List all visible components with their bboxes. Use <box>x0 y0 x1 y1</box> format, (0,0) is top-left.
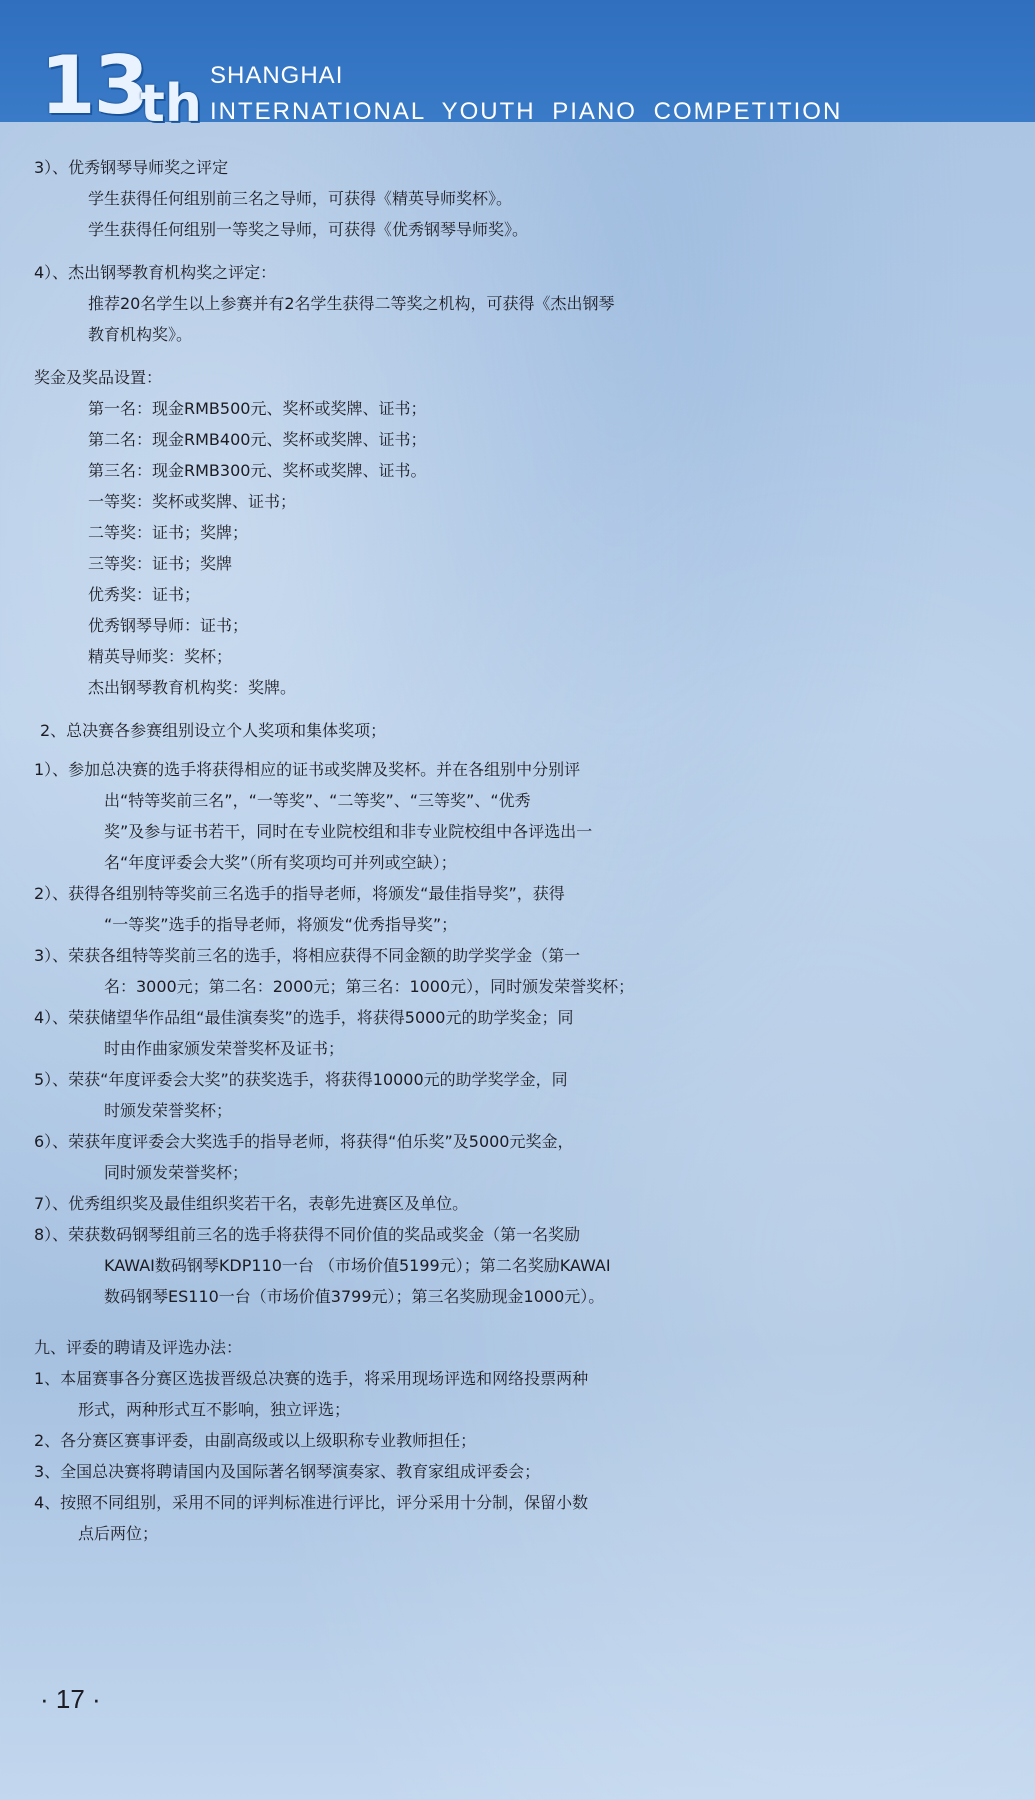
text-line: 3、全国总决赛将聘请国内及国际著名钢琴演奏家、教育家组成评委会； <box>34 1462 541 1481</box>
text-line: 8）、荣获数码钢琴组前三名的选手将获得不同价值的奖品或奖金（第一名奖励 <box>34 1225 581 1244</box>
text-line: 2、各分赛区赛事评委，由副高级或以上级职称专业教师担任； <box>34 1431 477 1450</box>
list-item: 第二名：现金RMB400元、奖杯或奖牌、证书； <box>88 430 427 449</box>
list-item: 优秀钢琴导师：证书； <box>88 616 249 635</box>
text-line: 4、按照不同组别，采用不同的评判标准进行评比，评分采用十分制，保留小数 <box>34 1493 589 1512</box>
text-line: 名：3000元；第二名：2000元；第三名：1000元），同时颁发荣誉奖杯； <box>104 977 635 996</box>
page-content <box>0 152 1035 1549</box>
section-heading: 九、评委的聘请及评选办法： <box>34 1338 243 1357</box>
text-line: 推荐20名学生以上参赛并有2名学生获得二等奖之机构，可获得《杰出钢琴 <box>88 294 615 313</box>
edition-suffix: th <box>140 74 202 134</box>
text-line: 1）、参加总决赛的选手将获得相应的证书或奖牌及奖杯。并在各组别中分别评 <box>34 760 581 779</box>
text-line: 名“年度评委会大奖”（所有奖项均可并列或空缺）； <box>104 853 457 872</box>
page-number: · 17 · <box>40 1684 101 1714</box>
text-line: 学生获得任何组别前三名之导师，可获得《精英导师奖杯》。 <box>88 189 513 208</box>
text-line: 出“特等奖前三名”，“一等奖”、“二等奖”、“三等奖”、“优秀 <box>104 791 531 810</box>
text-line: 7）、优秀组织奖及最佳组织奖若干名，表彰先进赛区及单位。 <box>34 1194 469 1213</box>
text-line: 3）、荣获各组特等奖前三名的选手，将相应获得不同金额的助学奖学金（第一 <box>34 946 581 965</box>
header-city: SHANGHAI <box>210 62 344 89</box>
list-item: 二等奖：证书；奖牌； <box>88 523 249 542</box>
text-line: 2）、获得各组别特等奖前三名选手的指导老师，将颁发“最佳指导奖”，获得 <box>34 884 565 903</box>
list-item: 第三名：现金RMB300元、奖杯或奖牌、证书。 <box>88 461 427 480</box>
text-line: 教育机构奖》。 <box>88 325 193 344</box>
text-line: 1、本届赛事各分赛区选拔晋级总决赛的选手，将采用现场评选和网络投票两种 <box>34 1369 589 1388</box>
list-item: 优秀奖：证书； <box>88 585 201 604</box>
text-line: 奖”及参与证书若干，同时在专业院校组和非专业院校组中各评选出一 <box>104 822 593 841</box>
text-line: 数码钢琴ES110一台（市场价值3799元）；第三名奖励现金1000元）。 <box>104 1287 605 1306</box>
text-line: 6）、荣获年度评委会大奖选手的指导老师，将获得“伯乐奖”及5000元奖金， <box>34 1132 574 1151</box>
text-line: 形式，两种形式互不影响，独立评选； <box>78 1400 351 1419</box>
text-line: 同时颁发荣誉奖杯； <box>104 1163 249 1182</box>
header-competition-name: INTERNATIONAL YOUTH PIANO COMPETITION <box>210 98 843 125</box>
text-line: 4）、荣获储望华作品组“最佳演奏奖”的选手，将获得5000元的助学奖金；同 <box>34 1008 574 1027</box>
text-line: 时由作曲家颁发荣誉奖杯及证书； <box>104 1039 345 1058</box>
text-line: KAWAI数码钢琴KDP110一台 （市场价值5199元）；第二名奖励KAWAI <box>104 1256 611 1275</box>
list-item: 精英导师奖：奖杯； <box>88 647 233 666</box>
section-heading: 3）、优秀钢琴导师奖之评定 <box>34 158 229 177</box>
list-item: 第一名：现金RMB500元、奖杯或奖牌、证书； <box>88 399 427 418</box>
text-line: 学生获得任何组别一等奖之导师，可获得《优秀钢琴导师奖》。 <box>88 220 529 239</box>
edition-number: 13 <box>40 39 148 132</box>
section-heading: 奖金及奖品设置： <box>34 368 163 387</box>
list-item: 三等奖：证书；奖牌 <box>88 554 233 573</box>
section-heading: 2、总决赛各参赛组别设立个人奖项和集体奖项； <box>40 721 387 740</box>
text-line: “一等奖”选手的指导老师，将颁发“优秀指导奖”； <box>104 915 458 934</box>
section-heading: 4）、杰出钢琴教育机构奖之评定： <box>34 263 277 282</box>
list-item: 杰出钢琴教育机构奖：奖牌。 <box>88 678 297 697</box>
text-line: 点后两位； <box>78 1524 159 1543</box>
list-item: 一等奖：奖杯或奖牌、证书； <box>88 492 297 511</box>
text-line: 5）、荣获“年度评委会大奖”的获奖选手，将获得10000元的助学奖学金，同 <box>34 1070 568 1089</box>
text-line: 时颁发荣誉奖杯； <box>104 1101 233 1120</box>
header-banner <box>0 0 1035 134</box>
